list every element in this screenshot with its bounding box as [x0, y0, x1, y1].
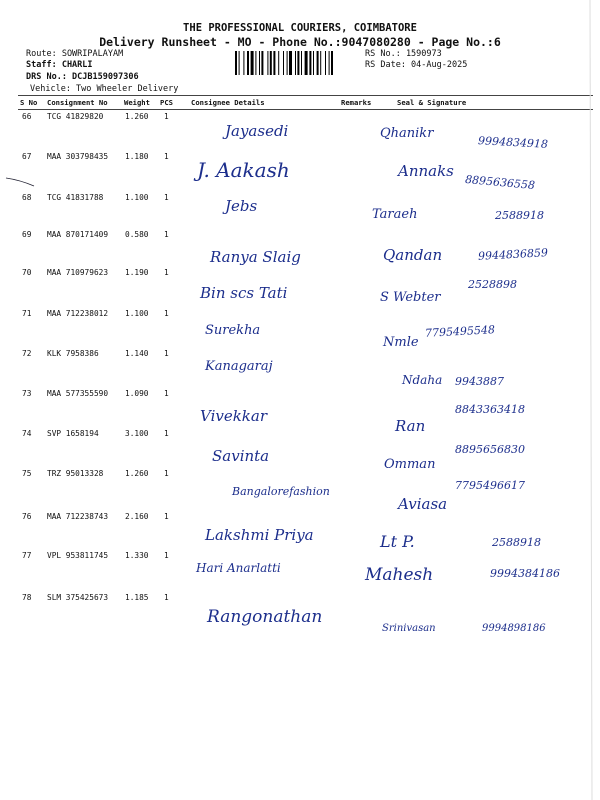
barcode-bar: [325, 51, 326, 75]
row-pcs: 1: [164, 389, 169, 398]
row-weight: 1.140: [125, 349, 149, 358]
consignee-handwriting: Surekha: [205, 323, 261, 338]
col-remarks-header: Remarks: [341, 98, 372, 107]
row-consignment: TCG 41829820: [47, 112, 104, 121]
runsheet-subtitle: Delivery Runsheet - MO - Phone No.:9047080280 - Page No.:6: [99, 35, 501, 49]
row-weight: 1.100: [125, 193, 149, 202]
barcode-image: [235, 51, 357, 75]
col-consignee-header: Consignee Details: [191, 98, 265, 107]
barcode-bar: [278, 51, 279, 75]
row-pcs: 1: [164, 593, 169, 602]
barcode-bar: [251, 51, 254, 75]
row-weight: 1.330: [125, 551, 149, 560]
receiver-phone-handwriting: 2588918: [495, 209, 544, 222]
row-consignment: TRZ 95013328: [47, 469, 104, 478]
row-consignment: MAA 712238012: [47, 309, 109, 318]
col-seal-header: Seal & Signature: [397, 98, 467, 107]
barcode-bar: [239, 51, 240, 75]
barcode-bar: [270, 51, 272, 75]
barcode-bar: [301, 51, 302, 75]
row-consignment: TCG 41831788: [47, 193, 104, 202]
consignee-handwriting: Ranya Slaig: [210, 248, 301, 266]
row-weight: 1.180: [125, 152, 149, 161]
barcode-bar: [305, 51, 308, 75]
barcode-bar: [287, 51, 288, 75]
receiver-phone-handwriting: 2528898: [468, 278, 517, 291]
receiver-phone-handwriting: 9943887: [455, 375, 504, 388]
header-top-rule: [18, 95, 593, 96]
row-consignment: SVP 1658194: [47, 429, 99, 438]
barcode-bar: [243, 51, 244, 75]
barcode-bar: [297, 51, 299, 75]
row-consignment: MAA 712238743: [47, 512, 109, 521]
receiver-phone-handwriting: 7795496617: [455, 479, 525, 492]
row-pcs: 1: [164, 193, 169, 202]
barcode-bar: [261, 51, 263, 75]
row-consignment: SLM 375425673: [47, 593, 109, 602]
seal-signature: Omman: [384, 457, 436, 472]
row-weight: 1.190: [125, 268, 149, 277]
receiver-phone-handwriting: 8843363418: [455, 403, 525, 416]
row-sno: 76: [22, 512, 32, 521]
seal-signature: Taraeh: [372, 207, 418, 222]
seal-signature: Qhanikr: [380, 126, 434, 141]
row-consignment: MAA 870171409: [47, 230, 109, 239]
row-sno: 70: [22, 268, 32, 277]
barcode-bar: [331, 51, 333, 75]
staff-label: Staff: CHARLI: [26, 60, 93, 70]
barcode-bar: [283, 51, 284, 75]
row-sno: 72: [22, 349, 32, 358]
seal-signature: Srinivasan: [382, 623, 436, 634]
rs-number: RS No.: 1590973: [365, 49, 442, 59]
consignee-handwriting: Kanagaraj: [205, 359, 273, 374]
consignee-handwriting: J. Aakash: [197, 158, 290, 182]
rs-date: RS Date: 04-Aug-2025: [365, 60, 468, 70]
row-consignment: MAA 303798435: [47, 152, 109, 161]
seal-signature: Mahesh: [365, 565, 434, 585]
row-sno: 68: [22, 193, 32, 202]
consignee-handwriting: Hari Anarlatti: [196, 561, 281, 575]
seal-signature: Ndaha: [402, 373, 443, 387]
row-pcs: 1: [164, 512, 169, 521]
consignee-handwriting: Bangalorefashion: [232, 485, 330, 498]
row-weight: 2.160: [125, 512, 149, 521]
seal-signature: S Webter: [380, 290, 441, 305]
consignee-handwriting: Savinta: [212, 447, 270, 465]
row-sno: 66: [22, 112, 32, 121]
barcode-bar: [320, 51, 321, 75]
row-weight: 1.100: [125, 309, 149, 318]
row-sno: 67: [22, 152, 32, 161]
row-sno: 78: [22, 593, 32, 602]
consignee-handwriting: Jayasedi: [225, 122, 289, 140]
row-weight: 3.100: [125, 429, 149, 438]
row-sno: 75: [22, 469, 32, 478]
barcode-bar: [317, 51, 319, 75]
route-label: Route: SOWRIPALAYAM: [26, 49, 124, 59]
receiver-phone-handwriting: 8895636558: [464, 172, 536, 193]
row-consignment: KLK 7958386: [47, 349, 99, 358]
barcode-bar: [329, 51, 330, 75]
row-pcs: 1: [164, 152, 169, 161]
drs-number: DRS No.: DCJB159097306: [26, 72, 139, 82]
header-bottom-rule: [18, 109, 593, 110]
row-sno: 74: [22, 429, 32, 438]
vehicle-label: Vehicle: Two Wheeler Delivery: [30, 84, 179, 94]
row-pcs: 1: [164, 309, 169, 318]
receiver-phone-handwriting: 9994898186: [482, 623, 546, 634]
consignee-handwriting: Lakshmi Priya: [205, 526, 314, 544]
row-weight: 1.260: [125, 112, 149, 121]
row-weight: 0.580: [125, 230, 149, 239]
seal-signature: Qandan: [383, 246, 443, 264]
consignee-handwriting: Vivekkar: [200, 407, 268, 425]
row-pcs: 1: [164, 469, 169, 478]
receiver-phone-handwriting: 9994384186: [490, 567, 560, 580]
receiver-phone-handwriting: 7795495548: [424, 323, 496, 340]
receiver-phone-handwriting: 2588918: [492, 536, 541, 549]
barcode-bar: [289, 51, 292, 75]
row-sno: 73: [22, 389, 32, 398]
col-pcs-header: PCS: [160, 98, 173, 107]
row-pcs: 1: [164, 551, 169, 560]
receiver-phone-handwriting: 9944836859: [477, 246, 549, 263]
barcode-bar: [267, 51, 268, 75]
barcode-bar: [255, 51, 256, 75]
table-header: [0, 97, 600, 109]
row-pcs: 1: [164, 112, 169, 121]
barcode-bar: [247, 51, 249, 75]
barcode-bar: [273, 51, 275, 75]
row-consignment: MAA 577355590: [47, 389, 109, 398]
row-pcs: 1: [164, 349, 169, 358]
row-sno: 69: [22, 230, 32, 239]
barcode-bar: [259, 51, 260, 75]
company-title: THE PROFESSIONAL COURIERS, COIMBATORE: [183, 22, 417, 34]
consignee-handwriting: Bin scs Tati: [200, 284, 288, 302]
receiver-phone-handwriting: 8895656830: [455, 443, 525, 456]
table-row: [0, 593, 600, 647]
row-consignment: VPL 953811745: [47, 551, 109, 560]
barcode-bar: [313, 51, 314, 75]
barcode-bar: [235, 51, 237, 75]
receiver-phone-handwriting: 9994834918: [477, 134, 549, 151]
row-weight: 1.185: [125, 593, 149, 602]
row-consignment: MAA 710979623: [47, 268, 109, 277]
consignee-handwriting: Jebs: [225, 197, 258, 215]
barcode-bar: [309, 51, 311, 75]
row-pcs: 1: [164, 268, 169, 277]
row-sno: 77: [22, 551, 32, 560]
seal-signature: Ran: [395, 417, 426, 435]
row-weight: 1.260: [125, 469, 149, 478]
col-weight-header: Weight: [124, 98, 150, 107]
row-pcs: 1: [164, 429, 169, 438]
consignee-handwriting: Rangonathan: [207, 607, 323, 627]
col-sno-header: S No: [20, 98, 38, 107]
seal-signature: Lt P.: [380, 532, 415, 551]
barcode-bar: [295, 51, 296, 75]
seal-signature: Annaks: [398, 162, 454, 180]
col-consignment-header: Consignment No: [47, 98, 108, 107]
row-weight: 1.090: [125, 389, 149, 398]
row-sno: 71: [22, 309, 32, 318]
seal-signature: Nmle: [383, 335, 419, 350]
seal-signature: Aviasa: [398, 495, 448, 513]
row-pcs: 1: [164, 230, 169, 239]
